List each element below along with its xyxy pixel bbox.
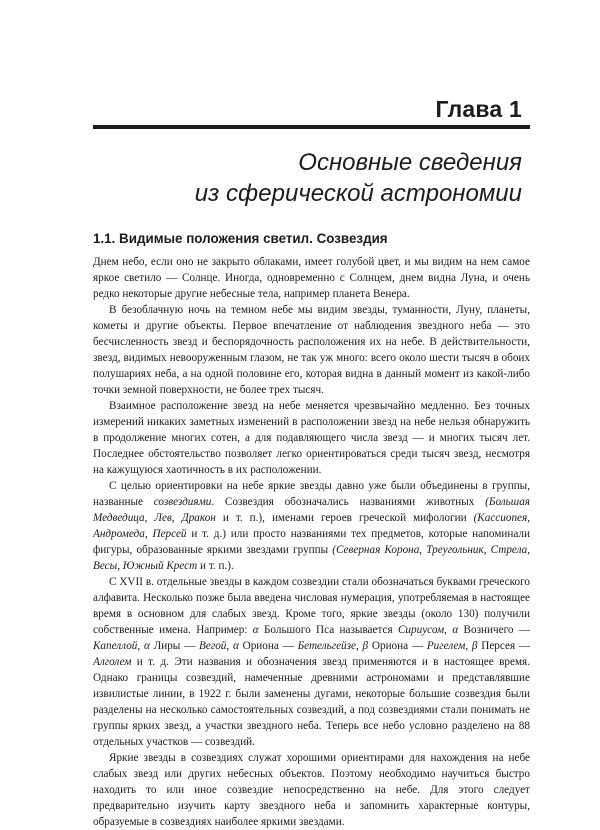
text-run: и т. д. Эти названия и обозначения звезд применяются и в настоящее время. Однако границы созвездий, намеченные древними астрономами и представлявшие извилистые линии, в 1922 г. были заменены дугами, некоторые большие созвездия были разделены на несколько самостоятельных созвездий, а под созвездиями стали понимать не группы ярких звезд, а участки звездного неба. Теперь все небо условно разделено на 88 отдельных участков — созвездий. — [93, 656, 530, 748]
text-run: , — [226, 640, 233, 652]
italic-term: Алголем — [93, 656, 132, 668]
italic-term: созвездиями — [153, 496, 212, 508]
paragraph: Яркие звезды в созвездиях служат хорошими ориентирами для нахождения на небе слабых звезд или других небесных объектов. Поэтому необходимо научиться быстро находить то или иное созвездие непосредственно на небе. Для этого следует предварительно изучить карту звездного неба и запомнить характерные контуры, образуемые в созвездиях наиболее яркими звездами. — [93, 752, 530, 828]
text-run: Персея — — [477, 640, 531, 652]
italic-term: β — [471, 640, 478, 652]
text-run: , — [137, 640, 144, 652]
text-run: и т. п.). — [197, 560, 234, 572]
chapter-rule — [93, 125, 530, 129]
paragraph: В безоблачную ночь на темном небе мы видим звезды, туманности, Луну, планеты, кометы и другие объекты. Первое впечатление от наблюдения звездного неба — это бесчисленность звезд и беспорядочность расположения их на небе. В действительности, звезд, видимых невооруженным глазом, не так уж много: всего около шести тысяч в обоих полушариях неба, а на одной половине его, которая видна в данный момент из какой-либо точки земной поверхности, не более трех тысяч. — [93, 304, 530, 396]
italic-term: (Большая Медведица, Лев, Дракон — [93, 496, 531, 524]
text-run: и т. д.) или просто названиями тех предметов, которые напоминали фигуры, образованные яркими звездами группы — [93, 528, 531, 556]
italic-term: Вегой — [199, 640, 227, 652]
italic-term: α — [452, 624, 459, 636]
italic-term: (Северная Корона, Треугольник, Стрела, Весы, Южный Крест — [93, 544, 531, 572]
text-run: Ориона — — [368, 640, 427, 652]
chapter-title-line: Основные сведения — [298, 149, 522, 176]
paragraph: Взаимное расположение звезд на небе меняется чрезвычайно медленно. Без точных измерений никаких заметных изменений в расположении звезд на небе нельзя обнаружить в продолжение многих сотен, а для подавляющего числа звезд — и многих тысяч лет. Последнее обстоятельство позволяет легко ориентироваться среди тысяч звезд, несмотря на кажущуюся хаотичность в их расположении. — [93, 400, 530, 476]
italic-term: Ригелем — [426, 640, 466, 652]
text-run: и т. п.), именами героев греческой мифологии — [215, 512, 474, 524]
italic-term: Бетельгейзе — [297, 640, 356, 652]
paragraph — [93, 574, 530, 750]
italic-term: Капеллой — [93, 640, 138, 652]
text-run: С XVII в. отдельные звезды в каждом созвездии стали обозначаться буквами греческого алфавита. Несколько позже была введена числовая нумерация, употребляемая в настоящее время в основном для слабых звезд. Кроме того, яркие звезды (около 130) получили собственные имена. Например: — [93, 576, 530, 636]
text-run: С целью ориентировки на небе яркие звезды давно уже были объединены в группы, названные — [93, 480, 530, 508]
section-heading: 1.1. Видимые положения светил. Созвездия — [93, 231, 388, 246]
text-run: Ориона — — [238, 640, 298, 652]
body-text — [93, 254, 530, 830]
text-run: , — [465, 640, 472, 652]
italic-term: (Кассиопея, Андромеда, Персей — [93, 512, 531, 540]
chapter-title — [82, 147, 522, 209]
text-run: Лиры — — [149, 640, 200, 652]
italic-term: α — [143, 640, 150, 652]
paragraph: Днем небо, если оно не закрыто облаками, имеет голубой цвет, и мы видим на нем самое яркое светило — Солнце. Иногда, одновременно с Солнцем, днем видна Луна, и очень редко некоторые другие небесные тела, например планета Венера. — [93, 256, 530, 300]
text-run: Возничего — — [458, 624, 531, 636]
text-run: , — [355, 640, 363, 652]
text-run: , — [444, 624, 453, 636]
italic-term: α — [252, 624, 259, 636]
text-run: Большого Пса называется — [258, 624, 398, 636]
italic-term: β — [362, 640, 369, 652]
paragraph — [93, 478, 530, 574]
text-run: . Созвездия обозначались названиями животных — [211, 496, 486, 508]
chapter-number: Глава 1 — [435, 96, 522, 122]
chapter-title-line: из сферической астрономии — [194, 180, 522, 207]
italic-term: Сириусом — [397, 624, 445, 636]
italic-term: α — [232, 640, 239, 652]
